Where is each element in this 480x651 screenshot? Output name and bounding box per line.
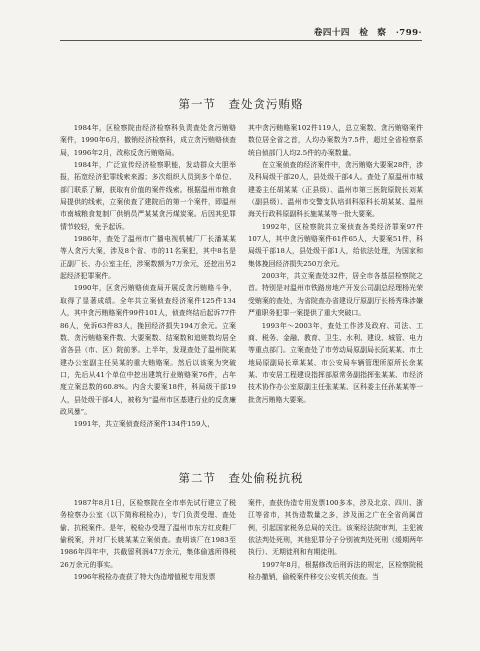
section-label: 检 察 [359,28,387,38]
paragraph: 1992年，区检察院共立案侦查各类经济罪案97件107人，其中贪污贿赂案件61件65人，大要案51件，科局级干部18人，县处级干部1人，给依法处理，为国家和集体挽回经济损失250万余元。 [248,222,423,268]
section-1-column-left [60,122,236,431]
paragraph: 1984年，区检察院由经济检察科负责查处贪污贿赂案件，1990年6月，撤销经济检察科，成立贪污贿赂侦查局，1996年2月，改称反贪污贿赂局。 [60,124,236,157]
section-2-column-right [248,497,423,583]
running-header [308,26,422,38]
paragraph: 1984年，广泛宣传经济检察职能，发动群众大胆举报，拓宽经济犯罪线索来源；多次组织人员到多个单位、部门联系了解，获取有价值的案件线索。根据温州市粮食局提供的线索，立案侦查了建院后的第一个案件，即温州市南城粮食复制厂供销员严某某贪污煤炭案。后因其犯罪情节较轻，免予起诉。 [60,161,236,231]
paragraph: 1986年，查处了温州市广播电视机械厂厂长潘某某等人贪污大案，涉及8个省、市的11名案犯，其中8名是正副厂长、办公室主任，涉案数额为7万余元，还挖出另2起经济犯罪案件。 [60,235,236,281]
paragraph: 1996年税检办查获了特大伪造增值税专用发票 [73,573,216,582]
paragraph: 1991年，共立案侦查经济案件134件159人， [73,420,215,429]
section-title-2: 第二节 查处偷税抗税 [178,471,304,485]
page-number: ·799· [395,28,422,38]
chapter-label: 卷四十四 [313,28,350,38]
paragraph: 1990年，区贪污贿赂侦查局开展反贪污贿赂斗争，取得了显著成绩。全年共立案侦查经济案件125件134人，其中贪污贿赂案件99件101人，侦查终结后起诉77件86人，免诉63件83人，挽回经济损失194万余元。立案数、贪污贿赂案件数、大要案数、结案数和追赃数均居全省各县（市、区）院前茅。上半年，发现查处了温州院某建办公室副主任吴某的重大贿赂案。然后以该案为突破口，先后从41个单位中挖出建筑行业贿赂案76件，占年度立案总数的60.8%。内含大要案18件，科局级干部19人，县处级干部4人，被称为“温州市区基建行业的反贪廉政风暴”。 [60,284,236,416]
section-2-column-left [60,497,236,583]
paragraph: 其中贪污贿赂案102件119人，总立案数、贪污贿赂案件数位居全省之首，人均办案数为7.5件，超过全省检察系统自侦部门人均2.5件的办案数量。 [248,124,423,157]
paragraph: 案件，查获伪造专用发票100多本，涉及北京、四川、浙江等省市，其伪造数量之多，涉及面之广在全省尚属首例，引起国家税务总局的关注。该案经法院审判，主犯被依法判处死刑，其他犯罪分子分别被判处死刑（缓期两年执行）、无期徒刑和有期徒刑。 [248,499,423,557]
header-rule [60,40,422,41]
section-1-column-right [248,122,423,406]
paragraph: 1987年8月1日，区检察院在全市率先试行建立了税务检察办公室（以下简称税检办），专门负责受理、查处偷、抗税案件。是年，税检办受理了温州市东方红皮鞋厂偷税案，并对厂长姚某某立案侦查。查明该厂在1983至1986年四年中，共截留利润47万余元，集体偷逃所得税26万余元的事实。 [60,499,236,569]
paragraph: 2003年，共立案查处32件，居全市各基层检察院之首。特别是对温州市铁路房地产开发公司副总经理杨光荣受贿案的查处，为省院查办省建设厅原副厅长杨秀珠涉嫌严重职务犯罪一案提供了重大突破口。 [248,272,423,318]
paragraph: 在立案侦查的经济案件中，贪污贿赂大要案28件，涉及科局级干部20人，县处级干部4人。查处了原温州市城建委主任胡某某（正县级）、温州市第三医院原院长刘某（副县级）、温州市交警支队培训科原科长胡某某、温州海关行政科原副科长施某某等一批大要案。 [248,161,423,219]
section-title-1: 第一节 查处贪污贿赂 [178,97,304,111]
paragraph: 1993年～2003年，查处工作涉及政府、司法、工商、税务、金融、教育、卫生、水利、建设、城管、电力等重点部门。立案查处了市劳动局原副局长阮某某、市土地局原副局长章某某、市公安局车辆管理所原所长余某某、市安居工程建设指挥部原常务副指挥张某某、市经济技术协作办公室原副主任张某某、区科委主任孙某某等一批贪污贿赂大要案。 [248,321,423,404]
paragraph: 1997年8月，根据修改后刑诉法的规定，区检察院税检办撤销，偷税案件移交公安机关侦查。当 [248,560,423,582]
